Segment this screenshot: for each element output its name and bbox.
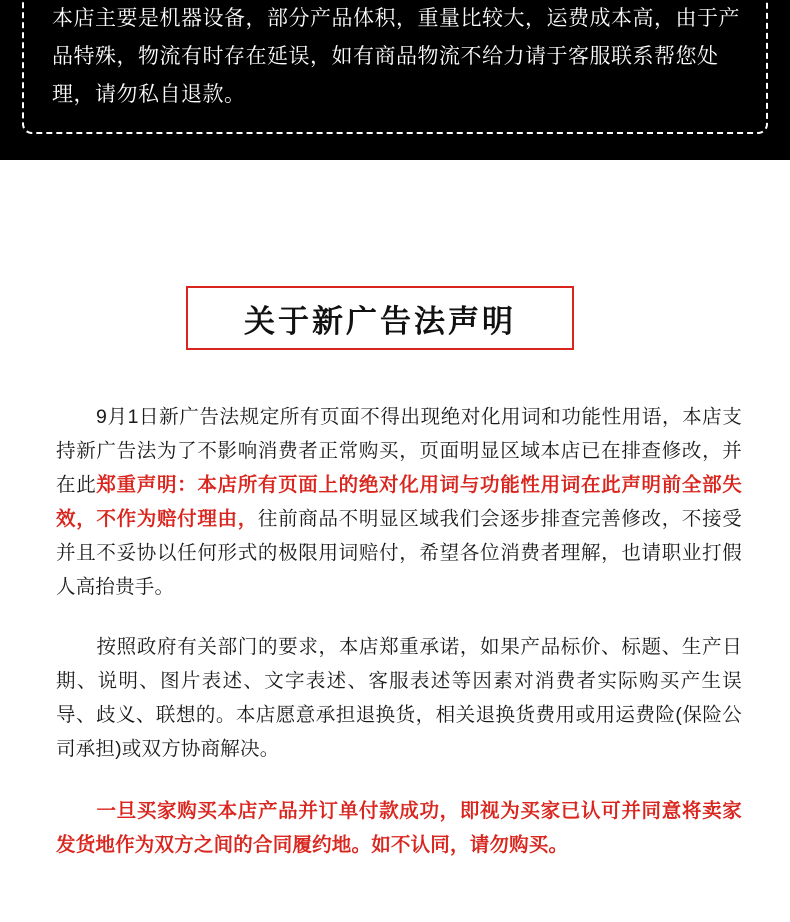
shipping-notice-text: 本店主要是机器设备，部分产品体积，重量比较大，运费成本高，由于产品特殊，物流有时存在延误，如有商品物流不给力请于客服联系帮您处理，请勿私自退款。 xyxy=(52,7,740,106)
paragraph-1-highlight: 郑重声明：本店所有页面上的绝对化用词与功能性用词在此声明前全部失效，不作为赔付理由， xyxy=(56,474,742,530)
paragraph-1-part-3: 往前商品不明显区域我们会逐步排查完善修改，不接受并且不妥协以任何形式的极限用词赔付，希望各位消费者理解，也请职业打假人高抬贵手。 xyxy=(56,508,742,598)
statement-body xyxy=(56,400,742,884)
shipping-notice-banner xyxy=(0,0,790,160)
paragraph-3-text: 一旦买家购买本店产品并订单付款成功，即视为买家已认可并同意将卖家发货地作为双方之间的合同履约地。如不认同，请勿购买。 xyxy=(56,800,742,856)
paragraph-advertising-law xyxy=(56,400,742,604)
paragraph-2-text: 按照政府有关部门的要求，本店郑重承诺，如果产品标价、标题、生产日期、说明、图片表述、文字表述、客服表述等因素对消费者实际购买产生误导、歧义、联想的。本店愿意承担退换货，相关退换货费用或用运费险(保险公司承担)或双方协商解决。 xyxy=(56,636,742,760)
paragraph-contract-location xyxy=(56,794,742,862)
paragraph-1-part-1: 9月1日新广告法规定所有页面不得出现绝对化用词和功能性用语，本店支持新广告法为了不影响消费者正常购买，页面明显区域本店已在排查修改，并在此 xyxy=(56,406,742,496)
paragraph-government-commitment xyxy=(56,630,742,766)
page-title: 关于新广告法声明 xyxy=(244,303,516,339)
advertising-law-title-box xyxy=(186,286,574,350)
